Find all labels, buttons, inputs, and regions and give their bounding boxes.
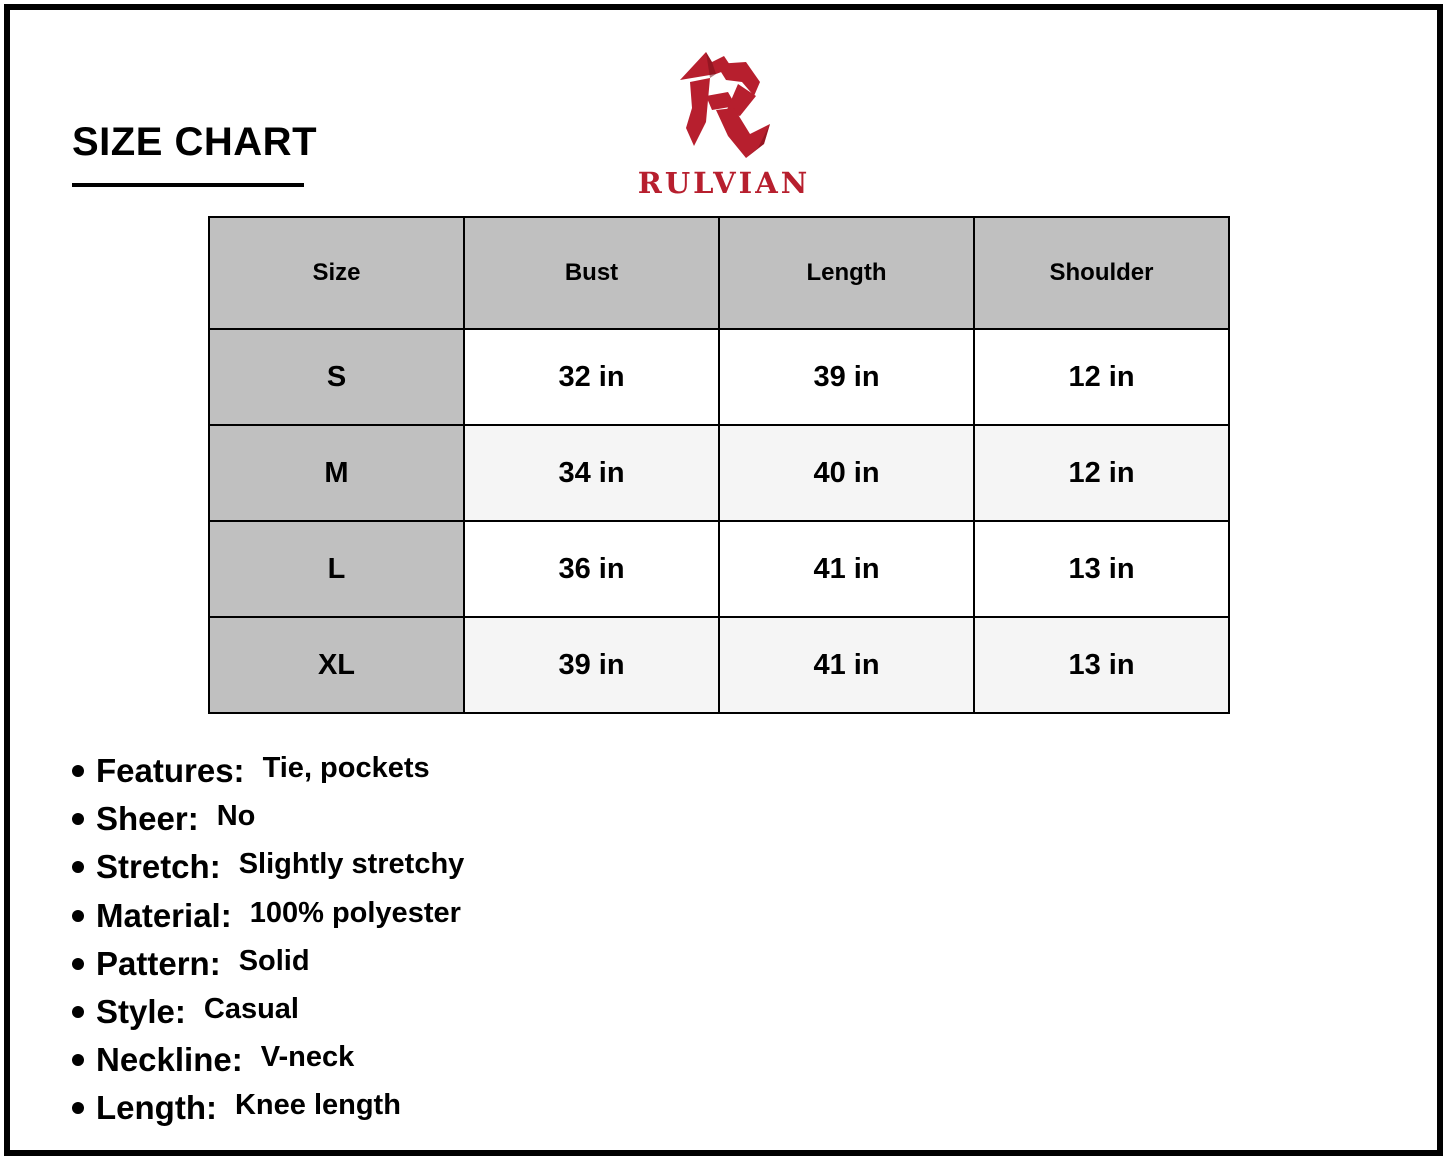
bust-cell: 32 in: [464, 329, 719, 425]
feature-label: Neckline:: [96, 1041, 243, 1079]
feature-value: Slightly stretchy: [238, 848, 465, 881]
table-row: [209, 329, 1229, 425]
stylized-r-logo-icon: [676, 52, 772, 162]
shoulder-cell: 12 in: [974, 425, 1229, 521]
brand-logo: [626, 50, 822, 200]
size-cell: L: [209, 521, 464, 617]
header-size: Size: [209, 217, 464, 329]
header-shoulder: Shoulder: [974, 217, 1229, 329]
length-cell: 41 in: [719, 521, 974, 617]
feature-list: [70, 752, 464, 1138]
feature-value: V-neck: [260, 1041, 355, 1074]
size-cell: M: [209, 425, 464, 521]
shoulder-cell: 13 in: [974, 617, 1229, 713]
bullet-icon: [72, 1102, 84, 1114]
list-item: [70, 897, 464, 945]
length-cell: 39 in: [719, 329, 974, 425]
list-item: [70, 993, 464, 1041]
table-row: [209, 425, 1229, 521]
feature-value: Casual: [203, 992, 299, 1025]
bullet-icon: [72, 813, 84, 825]
title-underline: [72, 183, 304, 187]
table-row: [209, 521, 1229, 617]
shoulder-cell: 13 in: [974, 521, 1229, 617]
list-item: [70, 848, 464, 896]
list-item: [70, 945, 464, 993]
feature-value: No: [216, 800, 256, 833]
header-length: Length: [719, 217, 974, 329]
header-bust: Bust: [464, 217, 719, 329]
list-item: [70, 800, 464, 848]
table-row: [209, 617, 1229, 713]
bullet-icon: [72, 765, 84, 777]
page-title: SIZE CHART: [72, 120, 317, 164]
feature-label: Features:: [96, 752, 245, 789]
list-item: [70, 1041, 464, 1089]
bust-cell: 39 in: [464, 617, 719, 713]
feature-label: Sheer:: [96, 800, 199, 838]
size-table: [208, 216, 1230, 714]
feature-label: Pattern:: [96, 944, 221, 982]
length-cell: 40 in: [719, 425, 974, 521]
length-cell: 41 in: [719, 617, 974, 713]
bust-cell: 34 in: [464, 425, 719, 521]
bullet-icon: [72, 861, 84, 873]
shoulder-cell: 12 in: [974, 329, 1229, 425]
list-item: [70, 1089, 464, 1137]
bullet-icon: [72, 910, 84, 922]
table-header-row: [209, 217, 1229, 329]
bullet-icon: [72, 1006, 84, 1018]
brand-name: RULVIAN: [637, 166, 811, 200]
list-item: [70, 752, 464, 800]
feature-value: Tie, pockets: [262, 752, 430, 784]
feature-value: Solid: [238, 944, 310, 977]
bust-cell: 36 in: [464, 521, 719, 617]
feature-value: Knee length: [234, 1089, 401, 1122]
size-cell: XL: [209, 617, 464, 713]
size-cell: S: [209, 329, 464, 425]
feature-label: Style:: [96, 992, 186, 1030]
bullet-icon: [72, 958, 84, 970]
feature-label: Material:: [96, 896, 232, 934]
feature-value: 100% polyester: [249, 896, 461, 929]
bullet-icon: [72, 1054, 84, 1066]
feature-label: Stretch:: [96, 848, 221, 886]
feature-label: Length:: [96, 1089, 217, 1127]
